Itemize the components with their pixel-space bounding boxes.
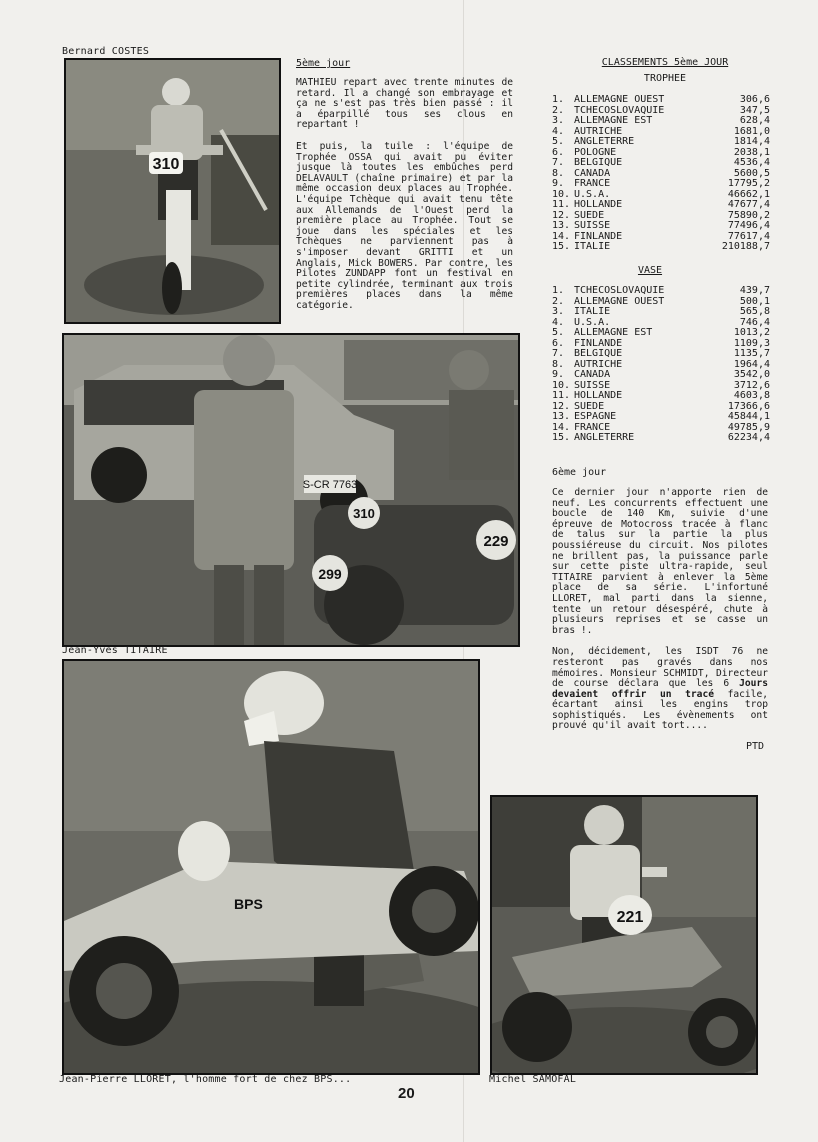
country-name: AUTRICHE [574, 125, 623, 137]
plate-221: 221 [616, 909, 644, 926]
country-name: ANGLETERRE [574, 432, 635, 443]
penalty-value: 746,4 [739, 316, 770, 328]
rank-number: 11. [552, 390, 571, 401]
day6-text [552, 488, 768, 743]
country-name: TCHECOSLOVAQUIE [574, 104, 665, 116]
trophee-row [552, 95, 770, 106]
page-number: 20 [398, 1085, 415, 1102]
day5-heading: 5ème jour [296, 58, 351, 69]
penalty-value: 439,7 [739, 285, 770, 296]
penalty-value: 306,6 [739, 94, 770, 105]
rank-number: 7. [552, 157, 565, 168]
country-name: HOLLANDE [574, 390, 623, 401]
country-name: SUEDE [574, 400, 605, 412]
country-name: ANGLETERRE [574, 136, 635, 147]
penalty-value: 3542,0 [733, 369, 770, 380]
vase-row [552, 391, 770, 402]
penalty-value: 4603,8 [733, 390, 770, 401]
trophee-row [552, 200, 770, 211]
penalty-value: 17795,2 [727, 178, 770, 189]
penalty-value: 1814,4 [733, 136, 770, 147]
plate-299: 299 [318, 566, 342, 582]
country-name: ITALIE [574, 241, 611, 252]
trophee-row [552, 179, 770, 190]
rank-number: 10. [552, 188, 571, 200]
country-name: TCHECOSLOVAQUIE [574, 285, 665, 296]
bps-logo: BPS [234, 896, 263, 912]
vase-row [552, 349, 770, 360]
rank-number: 2. [552, 104, 565, 116]
penalty-value: 3712,6 [733, 379, 770, 391]
country-name: ALLEMAGNE EST [574, 327, 653, 338]
plate-310: 310 [152, 156, 180, 173]
rank-number: 5. [552, 136, 565, 147]
country-name: SUISSE [574, 379, 611, 391]
photo-caption-jean-yves-titaire: Jean-Yves TITAIRE [62, 645, 168, 656]
country-name: SUISSE [574, 220, 611, 231]
signature: PTD [746, 741, 765, 752]
plate-310-b: 310 [353, 506, 375, 521]
country-name: BELGIQUE [574, 348, 623, 359]
country-name: CANADA [574, 369, 611, 380]
penalty-value: 77496,4 [727, 220, 770, 231]
photo-bernard-costes [64, 58, 281, 324]
day6-heading: 6ème jour [552, 467, 607, 478]
day6-paragraph-2-bold: Jours devaient offrir un tracé [552, 678, 768, 700]
trophee-row [552, 158, 770, 169]
rank-number: 4. [552, 125, 565, 137]
rank-number: 8. [552, 358, 565, 370]
day6-paragraph-2-b: facile, écartant ainsi les engins trop sophistiqués. Les évènements ont prouvé qu'il avait tort.... [552, 688, 768, 732]
trophee-title: TROPHEE [643, 73, 687, 84]
photo-michel-samofal [490, 795, 758, 1075]
penalty-value: 46662,1 [727, 188, 770, 200]
trophee-row [552, 137, 770, 148]
country-name: FRANCE [574, 421, 611, 433]
rank-number: 1. [552, 94, 565, 105]
country-name: ALLEMAGNE OUEST [574, 295, 665, 307]
rank-number: 11. [552, 199, 571, 210]
photo-caption-bernard-costes: Bernard COSTES [62, 46, 150, 57]
vase-row [552, 307, 770, 318]
vase-title: VASE [637, 265, 663, 276]
penalty-value: 77617,4 [727, 230, 770, 242]
vase-row [552, 328, 770, 339]
country-name: ITALIE [574, 306, 611, 317]
day5-paragraph-1: MATHIEU repart avec trente minutes de retard. Il a changé son embrayage et ça ne s'est pas très bien passé : il a éparpillé tous ses clous en repartant ! [296, 77, 513, 131]
rank-number: 10. [552, 379, 571, 391]
photo-jean-yves-titaire [62, 333, 520, 647]
rank-number: 6. [552, 146, 565, 158]
country-name: ALLEMAGNE EST [574, 115, 653, 126]
country-name: FRANCE [574, 178, 611, 189]
trophee-row [552, 221, 770, 232]
rank-number: 13. [552, 411, 571, 422]
penalty-value: 1964,4 [733, 358, 770, 370]
car-plate: S-CR 7763 [302, 479, 358, 491]
country-name: ALLEMAGNE OUEST [574, 94, 665, 105]
rank-number: 2. [552, 295, 565, 307]
plate-229: 229 [483, 533, 509, 550]
trophee-row [552, 242, 770, 253]
penalty-value: 62234,4 [727, 432, 770, 443]
rank-number: 3. [552, 115, 565, 126]
photo-jean-pierre-lloret [62, 659, 480, 1075]
country-name: HOLLANDE [574, 199, 623, 210]
vase-table [552, 286, 770, 444]
day6-paragraph-1: Ce dernier jour n'apporte rien de neuf. Les concurrents effectuent une boucle de 140 Km, suivie d'une épreuve de Motocross tracée à flanc de talus sur la partie la plus poussiéreuse du circuit. Nos pilotes ne brillent pas, la puissance parle sur cette piste ultra-rapide, seul TITAIRE parvient à enlever la 5ème place de sa série. L'infortuné LLORET, mal parti dans la sienne, tente un retour désespéré, chute à plusieurs reprises et se casse un bras !. [552, 487, 768, 636]
rank-number: 8. [552, 167, 565, 179]
country-name: POLOGNE [574, 146, 617, 158]
rank-number: 3. [552, 306, 565, 317]
rank-number: 5. [552, 327, 565, 338]
country-name: FINLANDE [574, 230, 623, 242]
day6-paragraph-2-a: Non, décidement, les ISDT 76 ne resteront pas gravés dans nos mémoires. Monsieur SCHMIDT, Directeur de course déclara que les 6 [552, 646, 768, 690]
penalty-value: 75890,2 [727, 209, 770, 221]
penalty-value: 17366,6 [727, 400, 770, 412]
country-name: BELGIQUE [574, 157, 623, 168]
penalty-value: 1013,2 [733, 327, 770, 338]
country-name: SUEDE [574, 209, 605, 221]
photo-caption-jean-pierre-lloret: Jean-Pierre LLORET, l'homme fort de chez BPS... [59, 1074, 352, 1085]
rank-number: 9. [552, 369, 565, 380]
rank-number: 12. [552, 400, 571, 412]
country-name: AUTRICHE [574, 358, 623, 370]
day5-paragraph-2: Et puis, la tuile : l'équipe de Trophée OSSA qui avait pu éviter jusque là toutes les embûches perd DELAVAULT (chaîne primaire) et par la même occasion deux places au Trophée. L'équipe Tchèque qui avait tenu tête aux Allemands de l'Ouest perd la première place au Trophée. Tout se joue dans les spéciales et les Tchèques ne parviennent pas à s'imposer devant GRITTI et un Anglais, Mick BOWERS. Par contre, les Pilotes ZUNDAPP font un festival en petite cylindrée, terminant aux trois premières places dans la même catégorie. [296, 140, 513, 311]
penalty-value: 1681,0 [733, 125, 770, 137]
penalty-value: 1135,7 [733, 348, 770, 359]
penalty-value: 628,4 [739, 115, 770, 126]
country-name: ESPAGNE [574, 411, 617, 422]
country-name: U.S.A. [574, 316, 611, 328]
rank-number: 6. [552, 337, 565, 349]
trophee-table [552, 95, 770, 253]
penalty-value: 47677,4 [727, 199, 770, 210]
rank-number: 9. [552, 178, 565, 189]
rankings-title: CLASSEMENTS 5ème JOUR [601, 57, 729, 68]
penalty-value: 45844,1 [727, 411, 770, 422]
penalty-value: 565,8 [739, 306, 770, 317]
trophee-row [552, 116, 770, 127]
vase-row [552, 370, 770, 381]
rank-number: 15. [552, 432, 571, 443]
rank-number: 1. [552, 285, 565, 296]
penalty-value: 2038,1 [733, 146, 770, 158]
rank-number: 14. [552, 421, 571, 433]
rank-number: 12. [552, 209, 571, 221]
rank-number: 14. [552, 230, 571, 242]
penalty-value: 1109,3 [733, 337, 770, 349]
penalty-value: 210188,7 [721, 241, 770, 252]
country-name: FINLANDE [574, 337, 623, 349]
day6-paragraph-2 [552, 647, 768, 732]
rank-number: 15. [552, 241, 571, 252]
photo-caption-michel-samofal: Michel SAMOFAL [489, 1074, 577, 1085]
penalty-value: 49785,9 [727, 421, 770, 433]
penalty-value: 5600,5 [733, 167, 770, 179]
day5-text [296, 78, 513, 322]
vase-row [552, 412, 770, 423]
penalty-value: 500,1 [739, 295, 770, 307]
rank-number: 7. [552, 348, 565, 359]
penalty-value: 4536,4 [733, 157, 770, 168]
vase-row [552, 286, 770, 297]
vase-row [552, 433, 770, 444]
country-name: CANADA [574, 167, 611, 179]
rank-number: 13. [552, 220, 571, 231]
rank-number: 4. [552, 316, 565, 328]
country-name: U.S.A. [574, 188, 611, 200]
penalty-value: 347,5 [739, 104, 770, 116]
